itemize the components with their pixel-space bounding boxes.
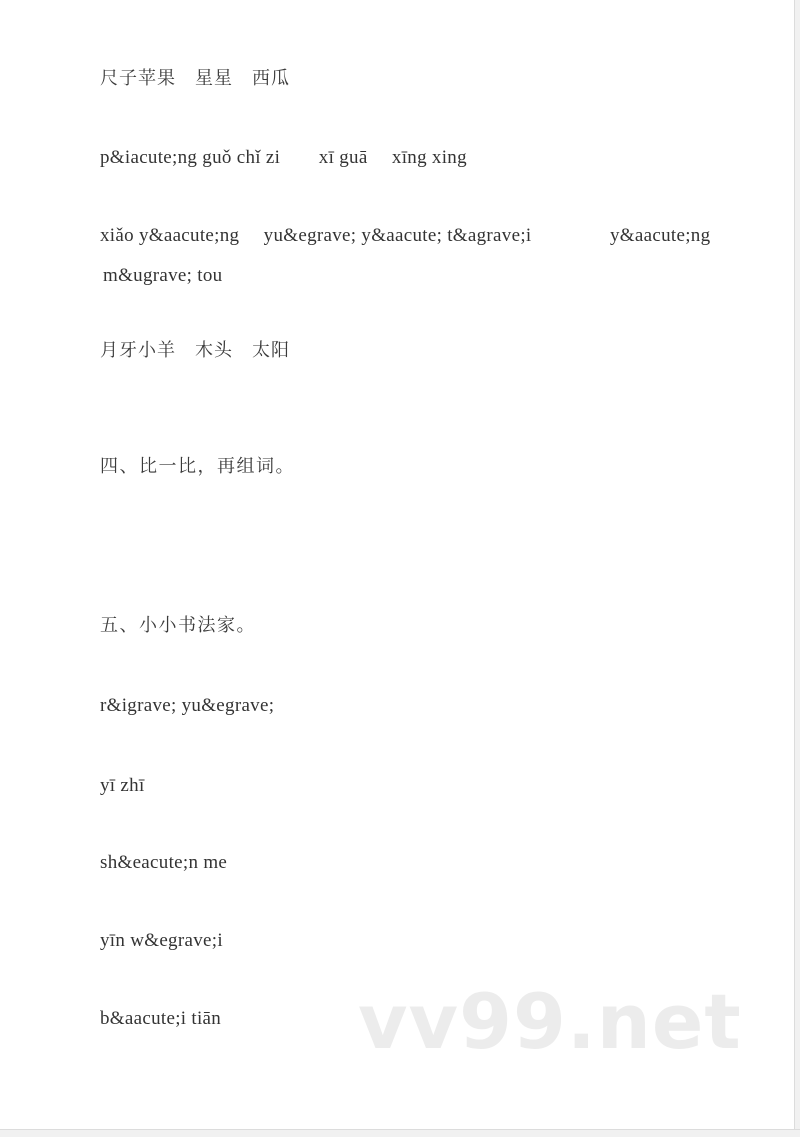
pinyin-line-1: p&iacute;ng guǒ chǐ zi xī guā xīng xing bbox=[100, 147, 467, 168]
site-watermark: vv99.net bbox=[358, 977, 742, 1066]
page-edge-bottom bbox=[0, 1129, 800, 1137]
section-heading-4: 四、比一比，再组词。 bbox=[100, 456, 295, 476]
word-group-line-1: 尺子苹果 星星 西瓜 bbox=[100, 68, 290, 88]
pinyin-item-3: sh&eacute;n me bbox=[100, 852, 228, 873]
pinyin-item-4: yīn w&egrave;i bbox=[100, 930, 223, 951]
pinyin-line-2-wrap: m&ugrave; tou bbox=[103, 265, 223, 286]
pinyin-item-2: yī zhī bbox=[100, 775, 145, 796]
page-edge-right bbox=[794, 0, 800, 1137]
pinyin-item-1: r&igrave; yu&egrave; bbox=[100, 695, 275, 716]
word-group-line-2: 月牙小羊 木头 太阳 bbox=[100, 340, 290, 360]
section-heading-5: 五、小小书法家。 bbox=[100, 615, 256, 635]
pinyin-line-2-right: y&aacute;ng bbox=[610, 225, 711, 246]
pinyin-item-5: b&aacute;i tiān bbox=[100, 1008, 222, 1029]
pinyin-line-2: xiǎo y&aacute;ng yu&egrave; y&aacute; t&agrave;i bbox=[100, 225, 532, 246]
